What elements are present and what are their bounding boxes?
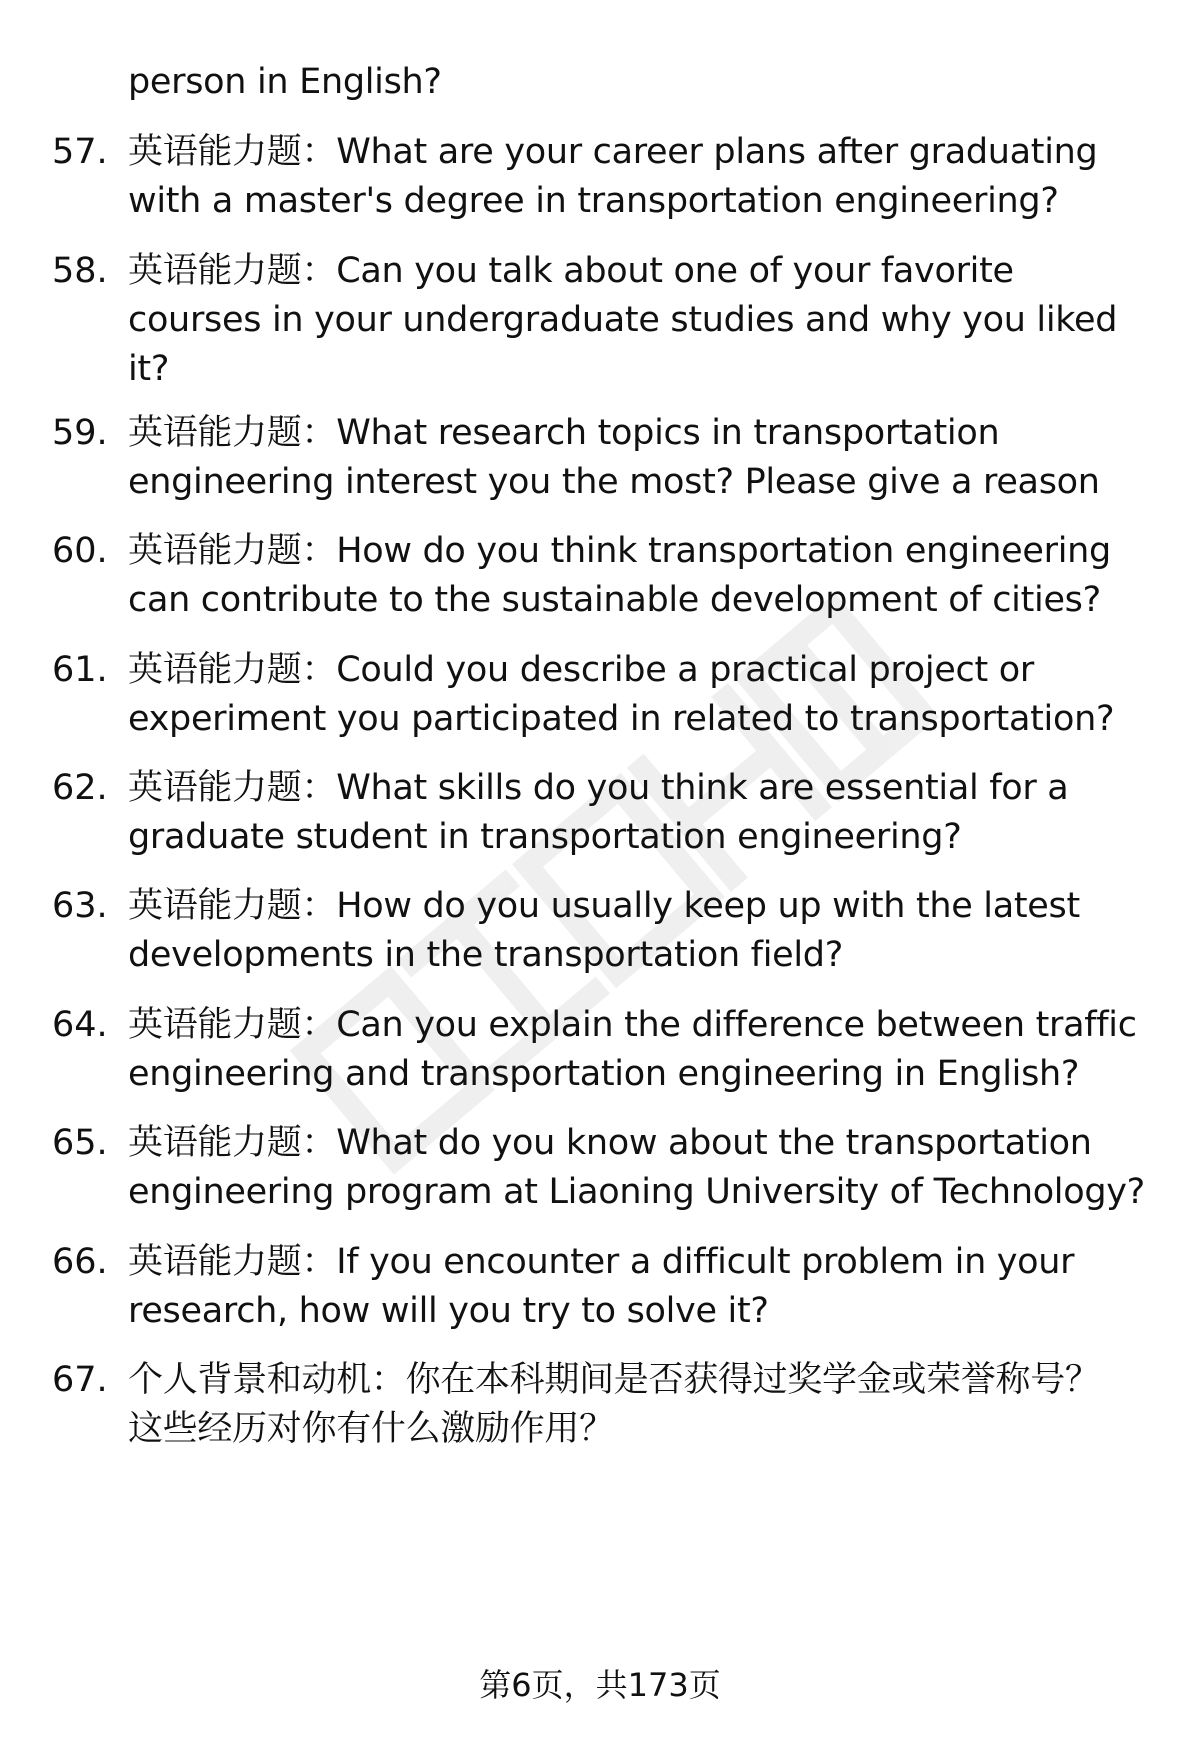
page-footer: 第6页，共173页 <box>479 1666 721 1704</box>
question-line: 英语能力题：What research topics in transportation <box>128 413 1000 453</box>
question-line: 英语能力题：If you encounter a difficult problem in your <box>128 1242 1075 1282</box>
question-text <box>128 882 1178 980</box>
question-line: 英语能力题：How do you usually keep up with the latest <box>128 886 1080 926</box>
question-text <box>128 1238 1178 1336</box>
question-text <box>128 128 1178 226</box>
question-line: engineering interest you the most? Please give a reason <box>128 462 1100 502</box>
question-line: developments in the transportation field? <box>128 935 843 975</box>
question-line: it? <box>128 349 170 389</box>
question-line: 英语能力题：What are your career plans after graduating <box>128 132 1098 172</box>
question-line: graduate student in transportation engineering? <box>128 817 962 857</box>
question-line: engineering program at Liaoning University of Technology? <box>128 1172 1145 1212</box>
question-number: 64. <box>52 1005 108 1045</box>
question-line: can contribute to the sustainable development of cities? <box>128 580 1101 620</box>
question-line: engineering and transportation engineering in English? <box>128 1054 1080 1094</box>
question-line: courses in your undergraduate studies and why you liked <box>128 300 1118 340</box>
question-line: with a master's degree in transportation engineering? <box>128 181 1059 221</box>
question-number: 62. <box>52 768 108 808</box>
question-line: experiment you participated in related to transportation? <box>128 699 1115 739</box>
question-text <box>128 527 1178 625</box>
question-line: 英语能力题：Can you explain the difference between traffic <box>128 1005 1137 1045</box>
question-number: 67. <box>52 1360 108 1400</box>
question-text <box>128 1356 1178 1454</box>
question-text <box>128 247 1178 394</box>
question-text <box>128 1119 1178 1217</box>
question-number: 65. <box>52 1123 108 1163</box>
question-text <box>128 764 1178 862</box>
question-number: 66. <box>52 1242 108 1282</box>
question-line: person in English? <box>128 62 442 102</box>
question-number: 59. <box>52 413 108 453</box>
question-text <box>128 1001 1178 1099</box>
question-line: 个人背景和动机：你在本科期间是否获得过奖学金或荣誉称号？ <box>128 1360 1100 1400</box>
question-line: 英语能力题：Could you describe a practical project or <box>128 650 1034 690</box>
question-text <box>128 409 1178 507</box>
question-line: 这些经历对你有什么激励作用？ <box>128 1409 614 1449</box>
question-number: 58. <box>52 251 108 291</box>
question-number: 61. <box>52 650 108 690</box>
question-number: 60. <box>52 531 108 571</box>
question-text <box>128 58 1178 107</box>
question-number: 63. <box>52 886 108 926</box>
question-line: 英语能力题：What do you know about the transportation <box>128 1123 1092 1163</box>
question-number: 57. <box>52 132 108 172</box>
question-text <box>128 646 1178 744</box>
question-line: 英语能力题：How do you think transportation engineering <box>128 531 1111 571</box>
question-line: research, how will you try to solve it? <box>128 1291 769 1331</box>
question-line: 英语能力题：Can you talk about one of your favorite <box>128 251 1014 291</box>
question-line: 英语能力题：What skills do you think are essential for a <box>128 768 1069 808</box>
